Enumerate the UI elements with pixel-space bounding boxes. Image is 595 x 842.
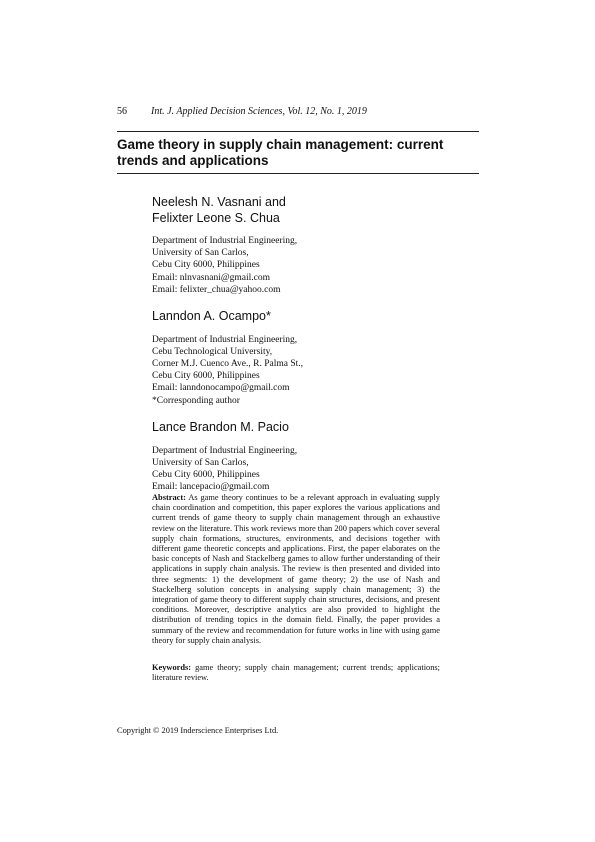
keywords-text: game theory; supply chain management; current trends; applications; literature review.	[152, 663, 441, 683]
author-name: Felixter Leone S. Chua	[152, 210, 280, 225]
journal-reference: Int. J. Applied Decision Sciences, Vol. 12, No. 1, 2019	[151, 106, 367, 117]
affiliation-line: Corner M.J. Cuenco Ave., R. Palma St.,	[152, 358, 304, 369]
affiliation-line: Cebu City 6000, Philippines	[152, 371, 260, 382]
page-number: 56	[117, 106, 127, 117]
affiliation-line: Email: lancepacio@gmail.com	[152, 482, 270, 493]
affiliation-line: Cebu City 6000, Philippines	[152, 260, 260, 271]
author-block	[152, 309, 482, 407]
abstract-label: Abstract:	[152, 493, 186, 502]
abstract-text: As game theory continues to be a relevant approach in evaluating supply chain coordination and competition, this paper explores the various applications and current trends of game theory to supply chain management through an exhaustive review on the literature. This work reviews more than 200 papers which cover several supply chain formations, structures, environments, and decisions together with different game theoretic concepts and applications. First, the paper elaborates on the basic concepts of Nash and Stackelberg games to allow further understanding of their applications in supply chain analysis. The review is then presented and divided into three segments: 1) the development of game theory; 2) the use of Nash and Stackelberg solution concepts in analysing supply chain management; 3) the integration of game theory to different supply chain structures, decisions, and present conditions. Moreover, descriptive analytics are also provided to highlight the distribution of trending topics in the domain field. Finally, the paper provides a summary of the review and recommendation for future works in line with using game theory for supply chain analysis.	[152, 493, 440, 645]
affiliation	[152, 445, 482, 494]
keywords	[152, 663, 440, 683]
affiliation	[152, 334, 482, 407]
affiliation-line: University of San Carlos,	[152, 248, 249, 259]
affiliation-line: Cebu City 6000, Philippines	[152, 469, 260, 480]
abstract	[152, 493, 440, 646]
author-name: Neelesh N. Vasnani and	[152, 195, 286, 209]
affiliation-line: Department of Industrial Engineering,	[152, 445, 298, 456]
affiliation-line: Cebu Technological University,	[152, 346, 273, 357]
affiliation	[152, 235, 482, 296]
title-bottom-rule	[117, 173, 479, 174]
top-rule	[117, 131, 479, 132]
keywords-label: Keywords:	[152, 663, 192, 672]
title-line: trends and applications	[117, 153, 269, 168]
affiliation-line: *Corresponding author	[152, 395, 240, 406]
affiliation-line: University of San Carlos,	[152, 457, 249, 468]
author-name: Lanndon A. Ocampo*	[152, 309, 271, 323]
paper-title	[117, 137, 479, 169]
affiliation-line: Department of Industrial Engineering,	[152, 236, 298, 246]
affiliation-line: Department of Industrial Engineering,	[152, 334, 298, 345]
affiliation-line: Email: lanndonocampo@gmail.com	[152, 383, 290, 394]
affiliation-line: Email: nlnvasnani@gmail.com	[152, 272, 270, 283]
affiliation-line: Email: felixter_chua@yahoo.com	[152, 284, 281, 295]
copyright-notice: Copyright © 2019 Inderscience Enterprises Ltd.	[117, 726, 279, 735]
title-line: Game theory in supply chain management: current	[117, 137, 444, 152]
author-block	[152, 195, 482, 296]
author-name: Lance Brandon M. Pacio	[152, 420, 289, 434]
author-block	[152, 420, 482, 493]
